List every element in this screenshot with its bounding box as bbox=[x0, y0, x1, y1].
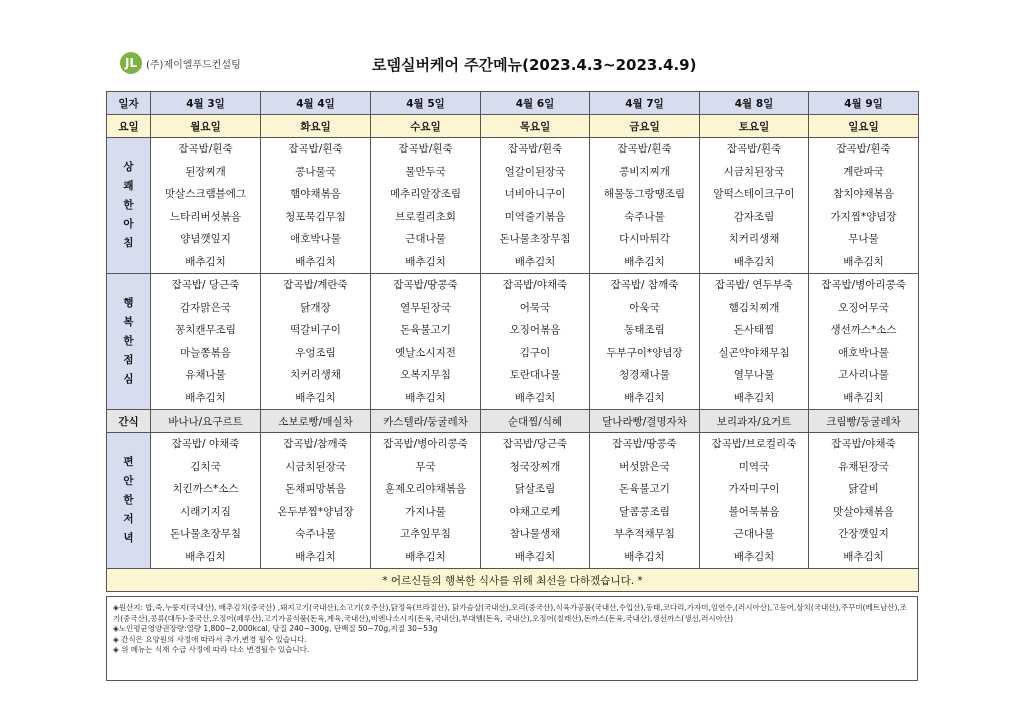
label-char: 녁 bbox=[123, 532, 134, 544]
label-char: 편 bbox=[123, 456, 134, 468]
menu-item: 어묵국 bbox=[519, 301, 551, 314]
menu-item: 근대나물 bbox=[405, 233, 446, 245]
breakfast-day-cell bbox=[371, 138, 481, 274]
menu-item: 햄야채볶음 bbox=[290, 188, 341, 200]
label-char: 쾌 bbox=[123, 180, 134, 192]
label-char: 한 bbox=[123, 199, 134, 211]
label-char: 심 bbox=[123, 373, 134, 385]
menu-item: 잡곡밥/땅콩죽 bbox=[393, 279, 458, 291]
menu-item: 열무된장국 bbox=[400, 301, 451, 314]
menu-item: 콩나물국 bbox=[295, 165, 336, 178]
menu-item: 배추김치 bbox=[185, 391, 226, 404]
menu-item: 치킨까스*소스 bbox=[172, 483, 239, 495]
menu-item: 배추김치 bbox=[185, 255, 226, 268]
menu-item: 동태조림 bbox=[624, 324, 665, 336]
menu-item: 감자맑은국 bbox=[180, 301, 231, 314]
menu-item: 잡곡밥/흰죽 bbox=[288, 143, 343, 155]
lunch-label-text bbox=[107, 294, 150, 389]
menu-item: 잡곡밥/흰죽 bbox=[178, 143, 233, 155]
date-cell: 4월 5일 bbox=[371, 92, 481, 115]
date-cell: 4월 8일 bbox=[700, 92, 809, 115]
menu-item: 생선까스*소스 bbox=[830, 324, 897, 336]
menu-item: 시래기지짐 bbox=[180, 505, 231, 518]
label-char: 저 bbox=[123, 513, 134, 525]
menu-item: 배추김치 bbox=[733, 255, 775, 268]
menu-item: 숙주나물 bbox=[624, 210, 665, 223]
page-title: 로뎀실버케어 주간메뉴(2023.4.3~2023.4.9) bbox=[372, 56, 697, 74]
menu-item: 돈나물초장무침 bbox=[169, 528, 241, 540]
menu-item: 고추잎무침 bbox=[400, 528, 451, 540]
menu-item: 근대나물 bbox=[733, 528, 775, 540]
menu-item: 볼어묵볶음 bbox=[728, 505, 780, 518]
menu-item: 열무나물 bbox=[733, 369, 775, 381]
menu-item: 닭갈비 bbox=[848, 483, 879, 495]
menu-item: 배추김치 bbox=[624, 550, 665, 563]
lunch-day-cell bbox=[809, 274, 919, 410]
menu-item: 무국 bbox=[415, 460, 436, 473]
company-logo bbox=[120, 52, 241, 74]
lunch-day-cell bbox=[151, 274, 261, 410]
label-char: 한 bbox=[123, 335, 134, 347]
menu-item: 배추김치 bbox=[514, 255, 556, 268]
label-char: 상 bbox=[123, 161, 134, 173]
menu-item: 콩비지찌개 bbox=[619, 165, 670, 178]
menu-item: 브로컬리초회 bbox=[395, 210, 456, 223]
dinner-day-cell bbox=[809, 433, 919, 569]
menu-item: 양념깻잎지 bbox=[180, 233, 231, 245]
weekday-cell: 토요일 bbox=[700, 115, 809, 138]
menu-item: 잡곡밥/흰죽 bbox=[726, 143, 782, 155]
snack-cell: 달나라빵/결명자차 bbox=[590, 410, 700, 433]
menu-item: 시금치된장국 bbox=[285, 460, 346, 473]
menu-item: 느타리버섯볶음 bbox=[169, 210, 241, 223]
menu-item: 가자미구이 bbox=[728, 483, 780, 495]
menu-item: 떡갈비구이 bbox=[290, 324, 341, 336]
menu-item: 잡곡밥/흰죽 bbox=[617, 143, 672, 155]
menu-item: 애호박나물 bbox=[838, 346, 889, 359]
menu-item: 옛날소시지전 bbox=[395, 346, 456, 359]
menu-item: 달콤콩조림 bbox=[619, 505, 670, 518]
menu-item: 잡곡밥/ 야채죽 bbox=[171, 438, 240, 450]
weekday-cell: 목요일 bbox=[481, 115, 590, 138]
menu-item: 온두부찜*양념장 bbox=[277, 505, 354, 518]
menu-item: 치커리생채 bbox=[290, 369, 341, 381]
breakfast-row bbox=[107, 138, 919, 274]
dinner-day-cell bbox=[700, 433, 809, 569]
date-row bbox=[107, 92, 919, 115]
menu-item: 간장깻잎지 bbox=[838, 528, 889, 540]
footer-message: * 어르신들의 행복한 식사를 위해 최선을 다하겠습니다. * bbox=[107, 569, 919, 592]
dinner-day-cell bbox=[261, 433, 371, 569]
date-cell: 4월 9일 bbox=[809, 92, 919, 115]
date-cell: 4월 3일 bbox=[151, 92, 261, 115]
menu-item: 맛살야채볶음 bbox=[833, 505, 894, 518]
menu-item: 잡곡밥/흰죽 bbox=[836, 143, 891, 155]
menu-item: 김치국 bbox=[190, 460, 221, 473]
menu-item: 토란대나물 bbox=[509, 369, 561, 381]
lunch-row bbox=[107, 274, 919, 410]
dinner-day-cell bbox=[590, 433, 700, 569]
menu-item: 실곤약야채무침 bbox=[718, 346, 790, 359]
menu-item: 배추김치 bbox=[624, 255, 665, 268]
lunch-label bbox=[107, 274, 151, 410]
lunch-day-cell bbox=[590, 274, 700, 410]
menu-item: 잡곡밥/계란죽 bbox=[283, 279, 348, 291]
menu-item: 다시마튀각 bbox=[619, 233, 670, 245]
menu-item: 된장찌개 bbox=[185, 165, 226, 178]
menu-item: 배추김치 bbox=[733, 550, 775, 563]
menu-item: 훈제오리야채볶음 bbox=[384, 483, 467, 495]
logo-icon: JL bbox=[120, 52, 142, 74]
menu-item: 해물동그랑땡조림 bbox=[603, 188, 686, 200]
lunch-day-cell bbox=[481, 274, 590, 410]
lunch-day-cell bbox=[371, 274, 481, 410]
breakfast-label-text bbox=[107, 158, 150, 253]
menu-item: 잡곡밥/당근죽 bbox=[502, 438, 568, 450]
weekday-cell: 화요일 bbox=[261, 115, 371, 138]
menu-item: 잡곡밥/브로컬리죽 bbox=[711, 438, 797, 450]
weekday-cell: 금요일 bbox=[590, 115, 700, 138]
menu-item: 너비아니구이 bbox=[504, 188, 566, 200]
menu-item: 오징어무국 bbox=[838, 301, 889, 314]
dinner-row bbox=[107, 433, 919, 569]
weekday-label: 요일 bbox=[107, 115, 151, 138]
menu-item: 알떡스테이크구이 bbox=[713, 188, 795, 200]
menu-item: 배추김치 bbox=[624, 391, 665, 404]
menu-item: 잡곡밥/ 당근죽 bbox=[171, 279, 240, 291]
menu-item: 미역줄기볶음 bbox=[504, 210, 566, 223]
menu-item: 닭개장 bbox=[300, 301, 331, 314]
lunch-day-cell bbox=[261, 274, 371, 410]
menu-item: 배추김치 bbox=[514, 391, 556, 404]
label-char: 안 bbox=[123, 475, 134, 487]
menu-item: 잡곡밥/흰죽 bbox=[507, 143, 563, 155]
weekly-menu-table bbox=[106, 91, 919, 592]
menu-item: 애호박나물 bbox=[290, 233, 341, 245]
menu-item: 잡곡밥/ 참깨죽 bbox=[610, 279, 679, 291]
label-char: 한 bbox=[123, 494, 134, 506]
menu-item: 시금치된장국 bbox=[723, 165, 785, 178]
menu-item: 김구이 bbox=[519, 346, 551, 359]
menu-item: 잡곡밥/참깨죽 bbox=[283, 438, 348, 450]
label-char: 점 bbox=[123, 354, 134, 366]
menu-item: 잡곡밥/야채죽 bbox=[502, 279, 568, 291]
snack-label: 간식 bbox=[107, 410, 151, 433]
dinner-label bbox=[107, 433, 151, 569]
menu-item: 버섯맑은국 bbox=[619, 460, 670, 473]
snack-cell: 카스텔라/둥굴레차 bbox=[371, 410, 481, 433]
snack-row bbox=[107, 410, 919, 433]
weekday-row bbox=[107, 115, 919, 138]
menu-item: 배추김치 bbox=[295, 391, 336, 404]
breakfast-day-cell bbox=[481, 138, 590, 274]
menu-item: 오복지무침 bbox=[400, 369, 451, 381]
menu-item: 돈육불고기 bbox=[400, 324, 451, 336]
label-char: 침 bbox=[123, 237, 134, 249]
menu-item: 부추적채무침 bbox=[614, 528, 675, 540]
breakfast-day-cell bbox=[590, 138, 700, 274]
footer-row bbox=[107, 569, 919, 592]
menu-item: 배추김치 bbox=[405, 391, 446, 404]
menu-item: 계란파국 bbox=[843, 165, 884, 178]
weekday-cell: 월요일 bbox=[151, 115, 261, 138]
menu-item: 배추김치 bbox=[843, 391, 884, 404]
date-cell: 4월 7일 bbox=[590, 92, 700, 115]
date-cell: 4월 6일 bbox=[481, 92, 590, 115]
note-line: ◈원산지: 밥,죽,누룽지(국내산), 배추김치(중국산) ,돼지고기(국내산),소고기(호주산),닭정육(브라질산), 닭가슴살(국내산),오리(중국산),식육가공품(국내산,수입산),동태,코다리,가자미,임연수,(러시아산),고등어,삼치(국내산),주꾸미(베트남산),조기(중국산),콩류(대두)-중국산,오징어(페루산),고기가공식품(돈육,계육,국내산),비엔나소시지(돈육,국내산),부대햄(돈육, 국내산),오징어(칠레산),돈까스(돈육,국내산),생선까스(생선,러시아산) bbox=[113, 603, 908, 623]
menu-item: 배추김치 bbox=[843, 255, 884, 268]
dinner-day-cell bbox=[371, 433, 481, 569]
snack-cell: 보리과자/요거트 bbox=[700, 410, 809, 433]
menu-item: 얼갈이된장국 bbox=[504, 165, 566, 178]
snack-cell: 크림빵/둥굴레차 bbox=[809, 410, 919, 433]
notes-box bbox=[106, 596, 918, 681]
menu-item: 유채나물 bbox=[185, 369, 226, 381]
dinner-day-cell bbox=[151, 433, 261, 569]
menu-item: 맛살스크램블에그 bbox=[164, 188, 247, 200]
menu-item: 닭살조림 bbox=[514, 483, 556, 495]
menu-item: 아욱국 bbox=[629, 301, 660, 314]
menu-item: 돈사태찜 bbox=[733, 324, 775, 336]
snack-cell: 바나나/요구르트 bbox=[151, 410, 261, 433]
menu-item: 야채고로케 bbox=[509, 505, 561, 518]
menu-item: 참나물생채 bbox=[509, 528, 561, 540]
menu-item: 배추김치 bbox=[843, 550, 884, 563]
menu-item: 꽁치캔무조림 bbox=[175, 324, 236, 336]
menu-item: 청국장찌개 bbox=[509, 460, 561, 473]
menu-item: 무나물 bbox=[848, 233, 879, 245]
note-line: ◈ 위 메뉴는 식재 수급 사정에 따라 다소 변경될수 있습니다. bbox=[113, 645, 310, 654]
breakfast-day-cell bbox=[809, 138, 919, 274]
lunch-day-cell bbox=[700, 274, 809, 410]
menu-item: 배추김치 bbox=[185, 550, 226, 563]
menu-item: 숙주나물 bbox=[295, 528, 336, 540]
menu-item: 잡곡밥/땅콩죽 bbox=[612, 438, 677, 450]
menu-item: 배추김치 bbox=[514, 550, 556, 563]
menu-item: 청포묵김무침 bbox=[285, 210, 346, 223]
breakfast-day-cell bbox=[261, 138, 371, 274]
menu-item: 배추김치 bbox=[405, 255, 446, 268]
menu-item: 돈채피망볶음 bbox=[285, 483, 346, 495]
breakfast-day-cell bbox=[700, 138, 809, 274]
menu-item: 두부구이*양념장 bbox=[606, 346, 683, 359]
note-line: ◈ 간식은 요양원의 사정에 따라서 추가,변경 될수 있습니다. bbox=[113, 634, 307, 644]
dinner-label-text bbox=[107, 453, 150, 548]
label-char: 아 bbox=[123, 218, 134, 230]
snack-cell: 순대찜/식혜 bbox=[481, 410, 590, 433]
menu-item: 메추리알장조림 bbox=[389, 188, 461, 200]
menu-item: 우엉조림 bbox=[295, 346, 336, 359]
menu-item: 감자조림 bbox=[733, 210, 775, 223]
menu-item: 고사리나물 bbox=[838, 369, 889, 381]
menu-item: 가지나물 bbox=[405, 505, 446, 518]
weekday-cell: 일요일 bbox=[809, 115, 919, 138]
note-line: ◈노인평균영양권장량:열량 1,800~2,000kcal, 당질 240~300g, 단백질 50~70g,지질 30~53g bbox=[113, 624, 438, 633]
weekday-cell: 수요일 bbox=[371, 115, 481, 138]
menu-item: 잡곡밥/병아리콩죽 bbox=[821, 279, 906, 291]
company-name: (주)제이엘푸드컨설팅 bbox=[146, 59, 241, 71]
menu-item: 잡곡밥/병아리콩죽 bbox=[383, 438, 468, 450]
menu-item: 미역국 bbox=[738, 460, 770, 473]
menu-item: 잡곡밥/야채죽 bbox=[831, 438, 896, 450]
dinner-day-cell bbox=[481, 433, 590, 569]
menu-item: 잡곡밥/흰죽 bbox=[398, 143, 453, 155]
menu-item: 물만두국 bbox=[405, 165, 446, 178]
breakfast-day-cell bbox=[151, 138, 261, 274]
menu-item: 배추김치 bbox=[405, 550, 446, 563]
label-char: 복 bbox=[123, 316, 134, 328]
breakfast-label bbox=[107, 138, 151, 274]
menu-item: 돈나물초장무침 bbox=[499, 233, 571, 245]
menu-item: 참치야채볶음 bbox=[833, 188, 894, 200]
menu-item: 배추김치 bbox=[295, 550, 336, 563]
menu-item: 햄김치찌개 bbox=[728, 301, 780, 314]
menu-item: 배추김치 bbox=[733, 391, 775, 404]
menu-item: 유채된장국 bbox=[838, 460, 889, 473]
menu-item: 마늘쫑볶음 bbox=[180, 346, 231, 359]
menu-item: 배추김치 bbox=[295, 255, 336, 268]
menu-item: 가지찜*양념장 bbox=[830, 210, 897, 223]
menu-item: 청경채나물 bbox=[619, 369, 670, 381]
date-cell: 4월 4일 bbox=[261, 92, 371, 115]
menu-item: 돈육불고기 bbox=[619, 483, 670, 495]
menu-item: 잡곡밥/ 연두부죽 bbox=[715, 279, 793, 291]
menu-item: 오징어볶음 bbox=[509, 324, 561, 336]
label-char: 행 bbox=[123, 297, 134, 309]
page-header bbox=[106, 50, 918, 80]
date-label: 일자 bbox=[107, 92, 151, 115]
menu-item: 치커리생채 bbox=[728, 233, 780, 245]
snack-cell: 소보로빵/매실차 bbox=[261, 410, 371, 433]
